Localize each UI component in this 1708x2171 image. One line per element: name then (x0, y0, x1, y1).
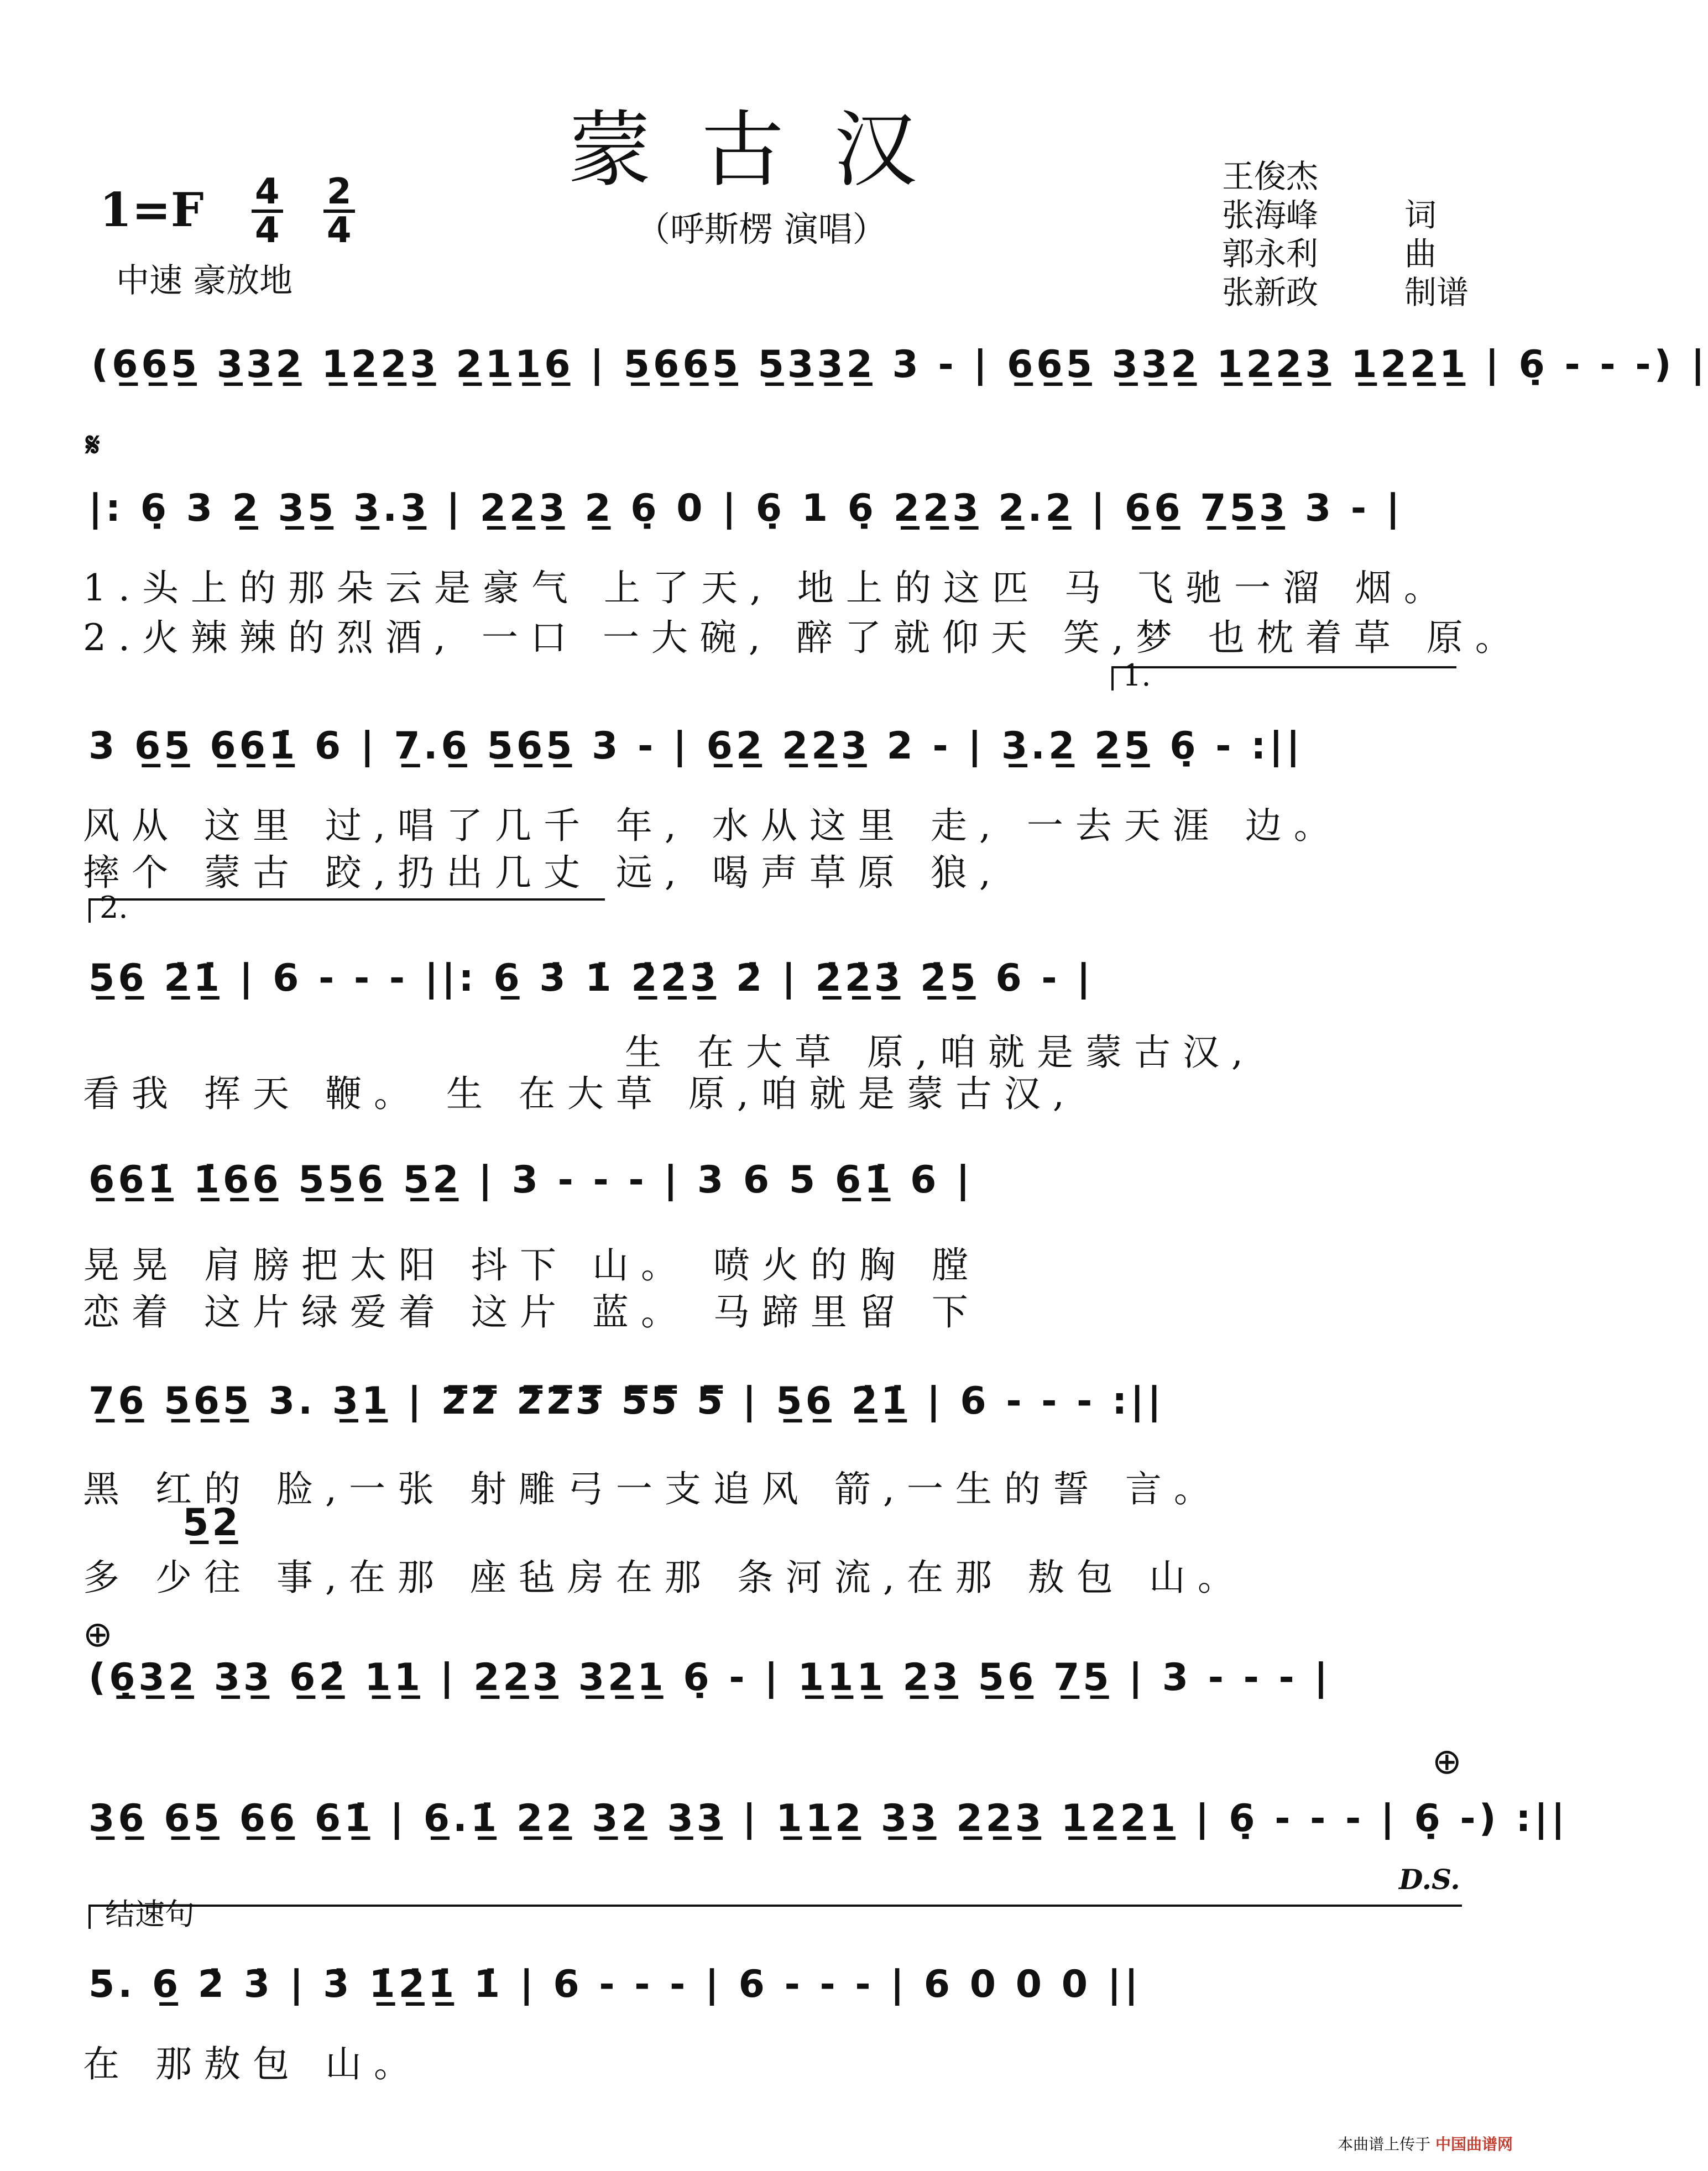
lyric-verse-2: 摔个 蒙古 跤,扔出几丈 远, 喝声草原 狼, (83, 851, 1003, 894)
staff-line-4 (0, 945, 1535, 1023)
lyric-verse-1: 风从 这里 过,唱了几千 年, 水从这里 走, 一去天涯 边。 (83, 804, 1343, 847)
volta-bracket-2 (88, 898, 605, 923)
volta-label-2: 2. (100, 890, 128, 925)
notation-text: (6̲6̲5̲ 3̲3̲2̲ 1̲2̲2̲3̲ 2̲1̲1̲6̲ | 5̲6̲6̲5̲ 5̲3̲3̲2̲ 3 - | 6̲6̲5̲ 3̲3̲2̲ 1̲2̲2̲3̲ 1̲2̲2̲1̲ | 6̣ - - -) | (91, 343, 1708, 386)
lyric-verse-1: 在 那敖包 山。 (83, 2043, 422, 2085)
key-signature: 1=F (100, 182, 204, 237)
notation-text: 5̲6̲ 2̲̇1̲̇ | 6 - - - ||: 6̲ 3̇ 1̇ 2̲̇2̲̇3̲̇ 2̇ | 2̲̇2̲̇3̲̇ 2̲̇5̲ 6 - | (88, 956, 1094, 1000)
notation-text: 6̲6̲1̲̇ 1̲̇6̲6̲ 5̲5̲6̲ 5̲2̲ | 3 - - - | 3 6 5 6̲1̲̇ 6 | (88, 1158, 973, 1202)
staff-line-1 (0, 332, 1708, 409)
lyric-verse-1: 晃晃 肩膀把太阳 抖下 山。 喷火的胸 膛 (83, 1244, 980, 1286)
notation-text: 3 6̲5̲ 6̲6̲1̲̇ 6 | 7̲.6̲ 5̲6̲5̲ 3 - | 6̲2̲ 2̲2̲3̲ 2 - | 3̲.2̲ 2̲5̲ 6̣ - :|| (88, 724, 1304, 768)
ending-label: 结速句 (105, 1897, 195, 1932)
volta-label-1: 1. (1122, 658, 1151, 693)
footer-source: 本曲谱上传于 中国曲谱网 (1338, 2135, 1513, 2153)
notation-text: 7̲6̲ 5̲6̲5̲ 3. 3̲1̲ | 2̿2̿ 2̿2̿3̿ 5̿5̿ 5̿ | 5̲6̲ 2̲̇1̲̇ | 6 - - - :|| (88, 1379, 1164, 1423)
lyric-verse-2: 看我 挥天 鞭。 生 在大草 原,咱就是蒙古汉, (83, 1073, 1077, 1115)
staff-line-9 (0, 1952, 1535, 2029)
staff-line-2 (0, 475, 1535, 553)
coda-sign: ⊕ (83, 1614, 113, 1655)
credit-line: 王俊杰 (1222, 158, 1319, 195)
segno-sign: 𝄋 (86, 426, 100, 464)
lyric-verse-2: 2.火辣辣的烈酒, 一口 一大碗, 醉了就仰天 笑,梦 也枕着草 原。 (83, 616, 1524, 659)
credit-line: 张海峰 词 (1222, 196, 1437, 234)
time-signature-4-4: $\frac{4}{4}$ (252, 174, 283, 248)
lyric-verse-1: 黑 红的 脸,一张 射雕弓一支追风 箭,一生的誓 言。 (83, 1468, 1223, 1510)
staff-line-6 (0, 1368, 1535, 1446)
lyric-verse-1: 生 在大草 原,咱就是蒙古汉, (625, 1031, 1255, 1074)
lyric-verse-2: 多 少往 事,在那 座毡房在那 条河流,在那 敖包 山。 (83, 1556, 1246, 1599)
alternate-notes: 5̲2̲ (182, 1501, 242, 1545)
lyric-verse-2: 恋着 这片绿爱着 这片 蓝。 马蹄里留 下 (83, 1291, 980, 1333)
staff-line-5 (0, 1147, 1535, 1225)
ending-bracket (88, 1905, 1462, 1929)
score-title: 蒙古汉 (568, 102, 967, 198)
tempo-marking: 中速 豪放地 (116, 261, 293, 300)
lyric-verse-1: 1.头上的那朵云是豪气 上了天, 地上的这匹 马 飞驰一溜 烟。 (83, 567, 1453, 609)
notation-text: 3̲6̲ 6̲5̲ 6̲6̲ 6̲1̲̇ | 6̲.1̲̇ 2̲2̲ 3̲2̲ 3̲3̲ | 1̲1̲2̲ 3̲3̲ 2̲2̲3̲ 1̲2̲2̲1̲ | 6̣ - - - | 6̣ -) :|| (88, 1797, 1569, 1840)
dal-segno-mark: D.S. (1399, 1863, 1460, 1896)
notation-text: |: 6̣ 3 2̲ 3̲5̲ 3̲.3̲ | 2̲2̲3̲ 2̲ 6̣ 0 | 6̣ 1 6̣ 2̲2̲3̲ 2̲.2̲ | 6̲6̲ 7̲5̲3̲ 3 - | (88, 486, 1403, 530)
credit-line: 郭永利 曲 (1222, 235, 1437, 273)
volta-bracket-1 (1111, 666, 1456, 690)
staff-line-8 (0, 1786, 1569, 1863)
staff-line-7 (0, 1645, 1535, 1722)
notation-text: 5. 6̲ 2̇ 3̇ | 3̇ 1̲̇2̲̇1̲̇ 1̇ | 6 - - - | 6 - - - | 6 0 0 0 || (88, 1963, 1142, 2006)
coda-sign: ⊕ (1432, 1741, 1462, 1782)
credit-line: 张新政 制谱 (1222, 274, 1469, 311)
performer: （呼斯楞 演唱） (636, 209, 887, 249)
notation-text: (6̲̣3̲2̲ 3̲3̲ 6̲2̲̇ 1̲1̲ | 2̲2̲3̲ 3̲2̲1̲ 6̣ - | 1̲1̲1̲ 2̲3̲ 5̲6̲ 7̲5̲ | 3 - - - | (88, 1656, 1331, 1699)
time-signature-2-4: $\frac{2}{4}$ (323, 174, 355, 248)
staff-line-3 (0, 713, 1535, 791)
